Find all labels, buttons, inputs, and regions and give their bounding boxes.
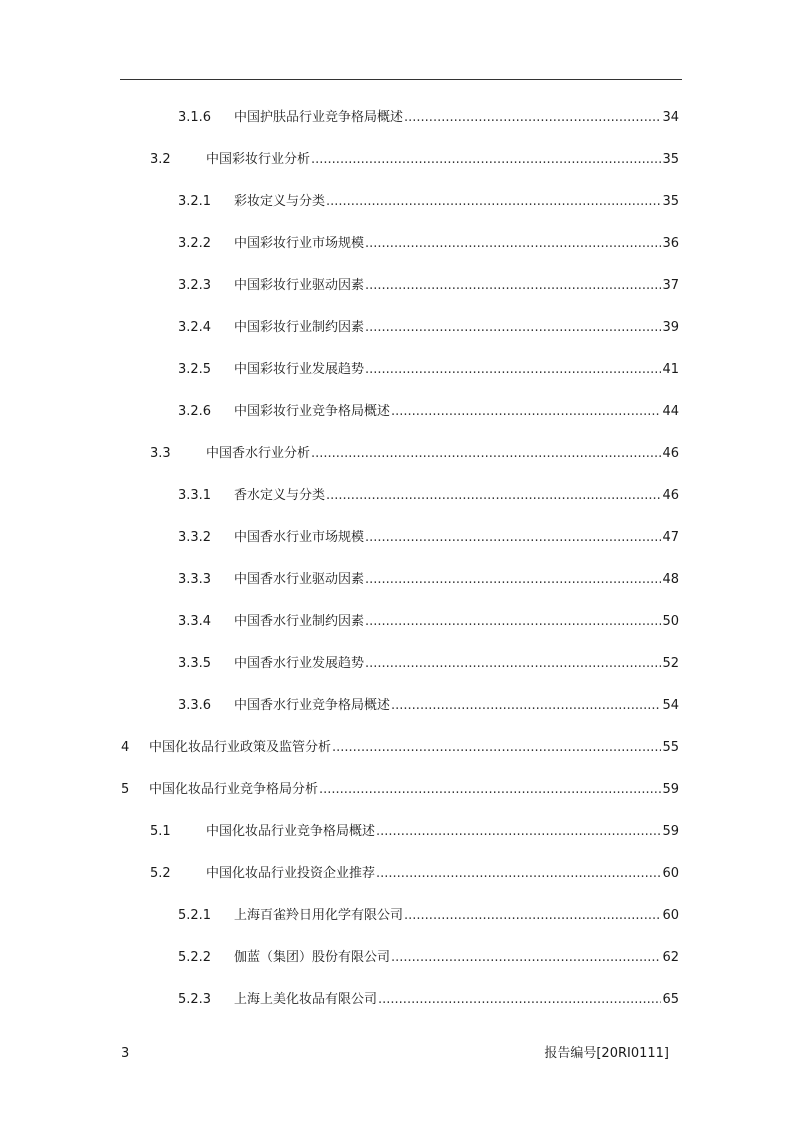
toc-entry-page: 46 [662, 446, 679, 461]
toc-entry-page: 47 [662, 530, 679, 545]
toc-entry[interactable] [121, 738, 679, 758]
toc-entry-title: 上海百雀羚日用化学有限公司 [234, 908, 404, 923]
toc-entry-title: 上海上美化妆品有限公司 [234, 992, 378, 1007]
toc-entry[interactable] [150, 822, 679, 842]
toc-entry[interactable] [178, 906, 679, 926]
toc-entry-title: 中国彩妆行业发展趋势 [234, 362, 365, 377]
toc-entry-number: 3.2.2 [178, 236, 212, 251]
toc-entry-title: 中国化妆品行业竞争格局概述 [206, 824, 376, 839]
toc-entry-page: 36 [662, 236, 679, 251]
toc-entry-page: 50 [662, 614, 679, 629]
toc-leader-dots [391, 948, 661, 968]
footer-page-number: 3 [121, 1046, 130, 1061]
toc-entry-number: 3.1.6 [178, 110, 212, 125]
toc-leader-dots [311, 150, 661, 170]
toc-entry-number: 3.3.5 [178, 656, 212, 671]
toc-entry-page: 37 [662, 278, 679, 293]
toc-leader-dots [365, 570, 661, 590]
toc-entry[interactable] [178, 948, 679, 968]
toc-entry-number: 3.2.5 [178, 362, 212, 377]
toc-leader-dots [378, 990, 661, 1010]
toc-entry-page: 59 [662, 782, 679, 797]
toc-entry-number: 5.2.3 [178, 992, 212, 1007]
toc-entry-title: 中国彩妆行业竞争格局概述 [234, 404, 391, 419]
toc-entry-title: 中国香水行业分析 [206, 446, 311, 461]
toc-entry-title: 中国香水行业发展趋势 [234, 656, 365, 671]
toc-leader-dots [332, 738, 661, 758]
toc-leader-dots [311, 444, 661, 464]
toc-entry[interactable] [178, 318, 679, 338]
toc-entry-title: 中国香水行业制约因素 [234, 614, 365, 629]
toc-leader-dots [376, 822, 661, 842]
toc-entry[interactable] [178, 192, 679, 212]
toc-entry-number: 3.3.3 [178, 572, 212, 587]
toc-entry-number: 3.2.4 [178, 320, 212, 335]
toc-entry[interactable] [150, 150, 679, 170]
toc-entry[interactable] [121, 780, 679, 800]
toc-entry-number: 3.2.6 [178, 404, 212, 419]
toc-leader-dots [365, 234, 661, 254]
toc-entry-page: 65 [662, 992, 679, 1007]
toc-entry-title: 中国香水行业市场规模 [234, 530, 365, 545]
toc-entry-page: 55 [662, 740, 679, 755]
footer-report-id: 报告编号[20RI0111] [544, 1046, 669, 1061]
toc-entry-page: 41 [662, 362, 679, 377]
toc-leader-dots [391, 696, 661, 716]
toc-entry[interactable] [150, 444, 679, 464]
toc-entry-page: 48 [662, 572, 679, 587]
toc-entry-number: 3.2.1 [178, 194, 212, 209]
toc-entry-number: 3.2 [150, 152, 171, 167]
toc-leader-dots [404, 108, 661, 128]
toc-entry-title: 中国彩妆行业市场规模 [234, 236, 365, 251]
toc-entry[interactable] [178, 276, 679, 296]
toc-entry[interactable] [178, 654, 679, 674]
toc-entry-title: 中国化妆品行业政策及监管分析 [149, 740, 332, 755]
toc-leader-dots [326, 192, 661, 212]
toc-leader-dots [365, 654, 661, 674]
toc-entry-number: 4 [121, 740, 130, 755]
toc-entry-title: 中国彩妆行业驱动因素 [234, 278, 365, 293]
toc-entry-title: 中国香水行业竞争格局概述 [234, 698, 391, 713]
toc-entry[interactable] [178, 108, 679, 128]
toc-entry-title: 中国护肤品行业竞争格局概述 [234, 110, 404, 125]
toc-entry[interactable] [178, 528, 679, 548]
toc-entry[interactable] [178, 612, 679, 632]
toc-entry-page: 60 [662, 908, 679, 923]
toc-entry-number: 3.3.1 [178, 488, 212, 503]
toc-leader-dots [365, 528, 661, 548]
toc-entry-page: 52 [662, 656, 679, 671]
toc-entry[interactable] [178, 360, 679, 380]
toc-entry-number: 5 [121, 782, 130, 797]
toc-entry-number: 3.3.4 [178, 614, 212, 629]
toc-entry[interactable] [178, 234, 679, 254]
toc-entry-page: 34 [662, 110, 679, 125]
toc-entry-number: 3.3.6 [178, 698, 212, 713]
toc-entry[interactable] [178, 570, 679, 590]
toc-entry-title: 中国化妆品行业竞争格局分析 [149, 782, 319, 797]
toc-entry-number: 5.2 [150, 866, 171, 881]
toc-entry-page: 44 [662, 404, 679, 419]
toc-entry-title: 中国香水行业驱动因素 [234, 572, 365, 587]
toc-leader-dots [365, 612, 661, 632]
toc-entry[interactable] [178, 486, 679, 506]
toc-leader-dots [391, 402, 661, 422]
toc-leader-dots [326, 486, 661, 506]
toc-entry[interactable] [150, 864, 679, 884]
toc-leader-dots [365, 276, 661, 296]
toc-entry-page: 60 [662, 866, 679, 881]
toc-entry-page: 35 [662, 152, 679, 167]
toc-entry-page: 35 [662, 194, 679, 209]
toc-leader-dots [404, 906, 661, 926]
toc-entry-page: 59 [662, 824, 679, 839]
toc-entry-number: 5.1 [150, 824, 171, 839]
toc-entry-title: 中国彩妆行业制约因素 [234, 320, 365, 335]
toc-entry-page: 46 [662, 488, 679, 503]
toc-leader-dots [365, 318, 661, 338]
toc-entry-number: 3.3.2 [178, 530, 212, 545]
toc-entry-number: 3.2.3 [178, 278, 212, 293]
toc-entry-page: 39 [662, 320, 679, 335]
toc-entry[interactable] [178, 696, 679, 716]
toc-entry-title: 伽蓝（集团）股份有限公司 [234, 950, 391, 965]
toc-leader-dots [376, 864, 661, 884]
toc-leader-dots [365, 360, 661, 380]
toc-entry-page: 62 [662, 950, 679, 965]
toc-entry-number: 5.2.2 [178, 950, 212, 965]
toc-entry-page: 54 [662, 698, 679, 713]
toc-entry-title: 彩妆定义与分类 [234, 194, 326, 209]
toc-entry-number: 3.3 [150, 446, 171, 461]
toc-entry-title: 香水定义与分类 [234, 488, 326, 503]
toc-leader-dots [319, 780, 661, 800]
toc-entry-title: 中国化妆品行业投资企业推荐 [206, 866, 376, 881]
toc-entry[interactable] [178, 990, 679, 1010]
toc-entry-title: 中国彩妆行业分析 [206, 152, 311, 167]
toc-entry[interactable] [178, 402, 679, 422]
toc-entry-number: 5.2.1 [178, 908, 212, 923]
